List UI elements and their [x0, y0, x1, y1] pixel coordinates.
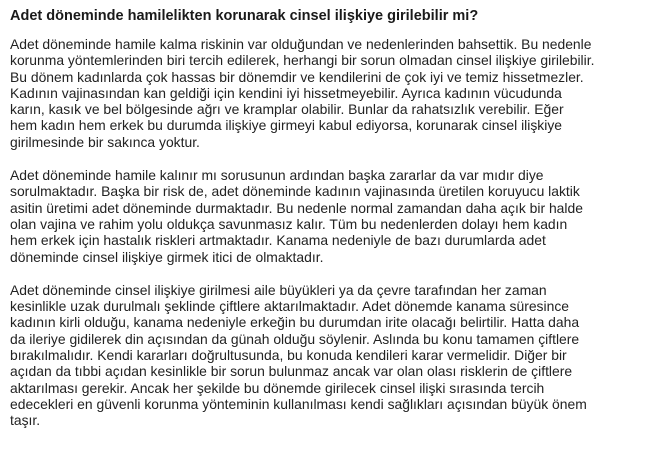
paragraph-line: Adet döneminde cinsel ilişkiye girilmesi aile büyükleri ya da çevre tarafından her zaman	[10, 281, 547, 298]
paragraph-line: karın, kasık ve bel bölgesinde ağrı ve kramplar olabilir. Bunlar da rahatsızlık verebilir. Eğer	[10, 101, 564, 118]
paragraph-line: taşır.	[10, 412, 41, 429]
paragraph-line: sorulmaktadır. Başka bir risk de, adet döneminde kadının vajinasında üretilen koruyucu laktik	[10, 183, 580, 200]
paragraph-line: korunma yöntemlerinden biri tercih edilerek, herhangi bir sorun olmadan cinsel ilişkiye girilebilir.	[10, 52, 595, 69]
paragraph-line: aktarılması gerekir. Ancak her şekilde bu dönemde girilecek cinsel ilişki sırasında tercih	[10, 379, 545, 396]
paragraph-line: Bu dönem kadınlarda çok hassas bir dönemdir ve kendilerini de çok iyi ve temiz hissetmezler.	[10, 68, 584, 85]
paragraph-line: olan vajina ve rahim yolu oldukça savunmasız kalır. Tüm bu nedenlerden dolayı hem kadın	[10, 215, 568, 232]
paragraph-line: Kadının vajinasından kan geldiği için kendini iyi hissetmeyebilir. Ayrıca kadının vücudunda	[10, 84, 562, 101]
paragraph-line: Adet döneminde hamile kalma riskinin var olduğundan ve nedenlerinden bahsettik. Bu nedenle	[10, 36, 592, 52]
paragraph-line: hem kadın hem erkek bu durumda ilişkiye girmeyi kabul ediyorsa, korunarak cinsel ilişkiye	[10, 117, 563, 134]
paragraph-line: kadının kirli olduğu, kanama nedeniyle erkeğin bu durumdan irite olacağı belirtilir. Hatta daha	[10, 314, 580, 331]
paragraph-1	[10, 36, 645, 150]
paragraph-line: açıdan da tıbbi açıdan kesinlikle bir sorun bulunmaz ancak var olan olası risklerin de çiftlere	[10, 363, 573, 380]
article	[10, 6, 645, 446]
paragraph-line: döneminde cinsel ilişkiye girmek itici de olmaktadır.	[10, 248, 324, 265]
paragraph-line: da ileriye gidilerek din açısından da günah olduğu söylenir. Aslında bu konu tamamen çiftlere	[10, 330, 580, 347]
paragraph-2	[10, 167, 645, 265]
paragraph-line: Adet döneminde hamile kalınır mı sorusunun ardından başka zararlar da var mıdır diye	[10, 167, 544, 184]
paragraph-line: kesinlikle uzak durulmalı şeklinde çiftlere aktarılmaktadır. Adet dönemde kanama süresince	[10, 298, 569, 315]
paragraph-3	[10, 282, 645, 429]
paragraph-line: edecekleri en güvenli korunma yönteminin kullanılması kendi sağlıkları açısından büyük önem	[10, 395, 587, 412]
paragraph-line: bırakılmalıdır. Kendi kararları doğrultusunda, bu konuda kendileri karar vermelidir. Diğer bir	[10, 347, 567, 364]
paragraph-line: hem erkek için hastalık riskleri artmaktadır. Kanama nedeniyle de bazı durumlarda adet	[10, 232, 546, 249]
paragraph-line: asitin üretimi adet döneminde durmaktadır. Bu nedenle normal zamandan daha açık bir halde	[10, 199, 583, 216]
article-heading: Adet döneminde hamilelikten korunarak cinsel ilişkiye girilebilir mi?	[10, 8, 479, 24]
paragraph-line: girilmesinde bir sakınca yoktur.	[10, 133, 200, 150]
